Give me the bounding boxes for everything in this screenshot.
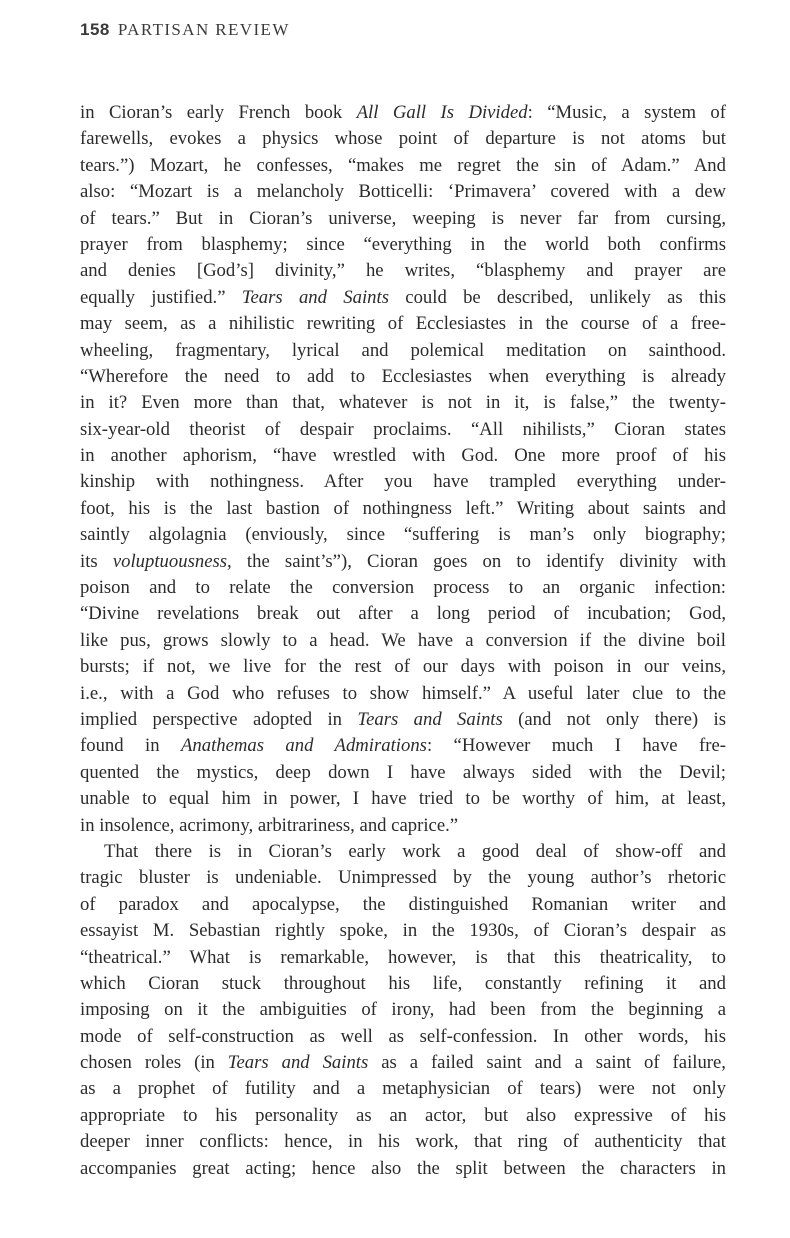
text-line: unable to equal him in power, I have tried to be worthy of him, at least,: [80, 788, 726, 810]
text-line: farewells, evokes a physics whose point of departure is not atoms but: [80, 128, 726, 150]
text-line: its voluptuousness, the saint’s”), Cioran goes on to identify divinity with: [80, 550, 726, 572]
book-title: Tears and Saints: [227, 1052, 369, 1074]
text-line: essayist M. Sebastian rightly spoke, in the 1930s, of Cioran’s despair as: [80, 920, 726, 942]
body-text: [80, 100, 726, 1182]
text-line: like pus, grows slowly to a head. We have a conversion if the divine boil: [80, 629, 726, 651]
book-title: Tears and Saints: [241, 286, 389, 308]
text-line: wheeling, fragmentary, lyrical and polemical meditation on sainthood.: [80, 339, 726, 361]
book-title: Anathemas and Admirations: [180, 735, 427, 757]
text-line: chosen roles (in Tears and Saints as a failed saint and a saint of failure,: [80, 1052, 726, 1074]
text-line: bursts; if not, we live for the rest of our days with poison in our veins,: [80, 656, 726, 678]
text-line: may seem, as a nihilistic rewriting of Ecclesiastes in the course of a free-: [80, 313, 726, 335]
text-line: in Cioran’s early French book All Gall Is Divided: “Music, a system of: [80, 102, 726, 123]
text-line: appropriate to his personality as an actor, but also expressive of his: [80, 1104, 726, 1126]
text-line: which Cioran stuck throughout his life, constantly refining it and: [80, 972, 726, 994]
text-line: as a prophet of futility and a metaphysician of tears) were not only: [80, 1078, 726, 1100]
text-line: and denies [God’s] divinity,” he writes, “blasphemy and prayer are: [80, 260, 726, 282]
text-line: “Wherefore the need to add to Ecclesiastes when everything is already: [80, 365, 726, 387]
text-line: also: “Mozart is a melancholy Botticelli: ‘Primavera’ covered with a dew: [80, 181, 726, 203]
page-number: 158: [80, 20, 110, 39]
text-line: implied perspective adopted in Tears and Saints (and not only there) is: [80, 708, 726, 730]
running-head: [80, 20, 290, 40]
book-title: Tears and Saints: [357, 708, 503, 730]
text-line: kinship with nothingness. After you have trampled everything under-: [80, 471, 726, 493]
text-line: in another aphorism, “have wrestled with God. One more proof of his: [80, 445, 726, 467]
text-line: “theatrical.” What is remarkable, however, is that this theatricality, to: [80, 946, 726, 968]
text-line: found in Anathemas and Admirations: “However much I have fre-: [80, 735, 726, 757]
text-line: of paradox and apocalypse, the distinguished Romanian writer and: [80, 893, 726, 915]
text-line: foot, his is the last bastion of nothingness left.” Writing about saints and: [80, 497, 726, 519]
text-line: saintly algolagnia (enviously, since “suffering is man’s only biography;: [80, 524, 726, 546]
text-line: deeper inner conflicts: hence, in his work, that ring of authenticity that: [80, 1131, 726, 1153]
text-line: tragic bluster is undeniable. Unimpressed by the young author’s rhetoric: [80, 867, 726, 889]
text-line: accompanies great acting; hence also the split between the characters in: [80, 1157, 726, 1179]
text-line: imposing on it the ambiguities of irony, had been from the beginning a: [80, 999, 726, 1021]
text-line: tears.”) Mozart, he confesses, “makes me regret the sin of Adam.” And: [80, 154, 726, 176]
journal-title: PARTISAN REVIEW: [117, 20, 290, 39]
text-line: prayer from blasphemy; since “everything in the world both confirms: [80, 233, 726, 255]
text-line: of tears.” But in Cioran’s universe, weeping is never far from cursing,: [80, 207, 726, 229]
text-line: poison and to relate the conversion process to an organic infection:: [80, 577, 726, 599]
text-line: i.e., with a God who refuses to show himself.” A useful later clue to the: [80, 682, 726, 704]
book-title: voluptuousness: [112, 550, 228, 572]
book-title: All Gall Is Divided: [356, 102, 528, 123]
text-line: mode of self-construction as well as self-confession. In other words, his: [80, 1025, 726, 1047]
text-line: in it? Even more than that, whatever is not in it, is false,” the twenty-: [80, 392, 726, 414]
text-line: equally justified.” Tears and Saints could be described, unlikely as this: [80, 286, 726, 308]
text-line: six-year-old theorist of despair proclaims. “All nihilists,” Cioran states: [80, 418, 726, 440]
text-line: That there is in Cioran’s early work a good deal of show-off and: [104, 840, 726, 862]
text-line: quented the mystics, deep down I have always sided with the Devil;: [80, 761, 726, 783]
text-line: “Divine revelations break out after a long period of incubation; God,: [80, 603, 726, 625]
text-line: in insolence, acrimony, arbitrariness, and caprice.”: [80, 814, 459, 836]
